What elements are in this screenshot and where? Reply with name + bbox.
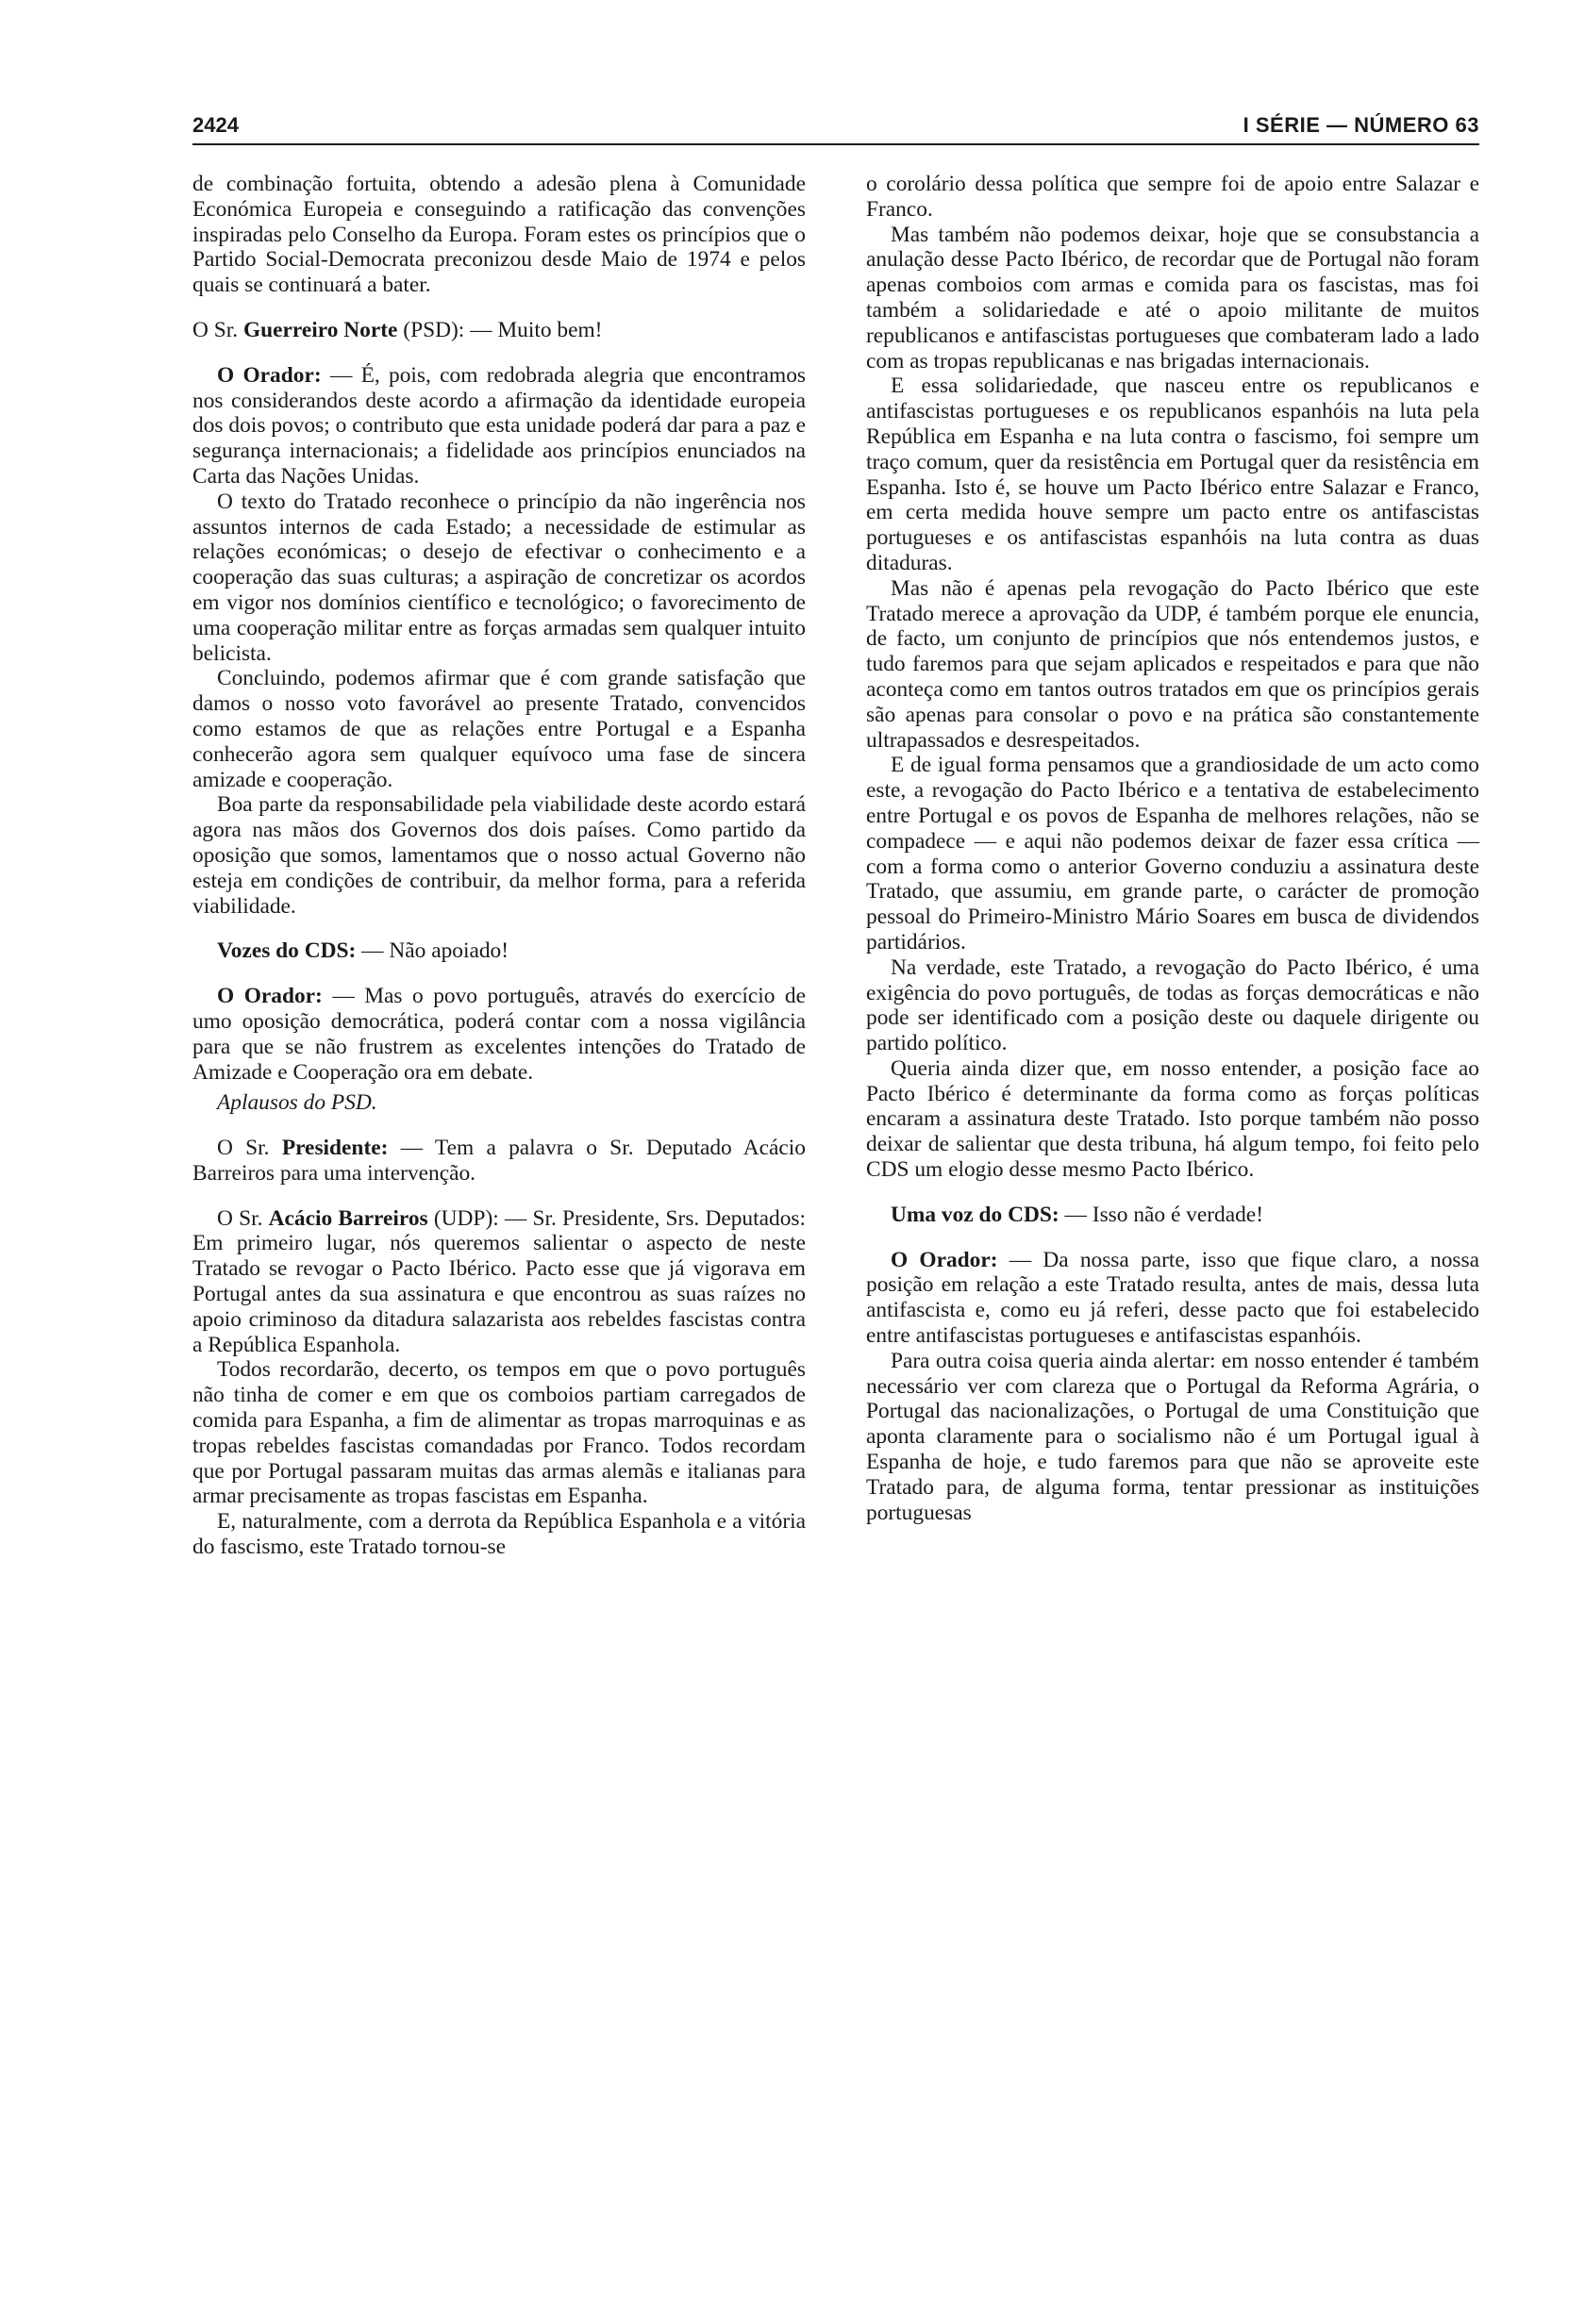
left-column <box>192 172 806 1560</box>
paragraph: Mas também não podemos deixar, hoje que se consubstancia a anulação desse Pacto Ibérico, de recordar que de Portugal não foram apenas comboios com armas e comida para os fascistas, mas foi também a solidariedade e até o apoio militante de muitos republicanos e antifascistas portugueses que combateram lado a lado com as tropas republicanas e nas brigadas internacionais. <box>866 222 1479 374</box>
paragraph: Queria ainda dizer que, em nosso entender, a posição face ao Pacto Ibérico é determinante da forma como as forças políticas encaram a assinatura deste Tratado. Isto porque também não posso deixar de salientar que desta tribuna, há algum tempo, foi feito pelo CDS um elogio desse mesmo Pacto Ibérico. <box>866 1055 1479 1183</box>
paragraph: Concluindo, podemos afirmar que é com grande satisfação que damos o nosso voto favorável ao presente Tratado, convencidos como estamos de que as relações entre Portugal e a Espanha conhecerão agora sem qualquer equívoco uma fase de sincera amizade e cooperação. <box>192 666 806 792</box>
paragraph: E de igual forma pensamos que a grandiosidade de um acto como este, a revogação do Pacto Ibérico e a tentativa de estabelecimento entre Portugal e os povos de Espanha de melhores relações, não se compadece — e aqui não podemos deixar de fazer essa crítica — com a forma como o anterior Governo conduziu a assinatura deste Tratado, que assumiu, em grande parte, o carácter de promoção pessoal do Primeiro-Ministro Mário Soares em busca de dividendos partidários. <box>866 753 1479 954</box>
speech-text: — Da nossa parte, isso que fique claro, a nossa posição em relação a este Tratado resulta, antes de mais, dessa luta antifascista e, como eu já referi, desse pacto que foi estabelecido entre antifascistas portugueses e antifascistas espanhóis. <box>866 1247 1479 1349</box>
paragraph: Boa parte da responsabilidade pela viabilidade deste acordo estará agora nas mãos dos Governos dos dois países. Como partido da oposição que somos, lamentamos que o nosso actual Governo não esteja em condições de contribuir, da melhor forma, para a referida viabilidade. <box>192 792 806 919</box>
speaker-name: Vozes do CDS: <box>217 938 357 964</box>
page-header <box>192 109 1479 145</box>
speech-orador <box>192 984 806 1085</box>
speaker-prefix: O Sr. <box>217 1136 270 1161</box>
applause-note: Aplausos do PSD. <box>217 1090 377 1116</box>
right-column <box>866 172 1479 1525</box>
speech-voz-cds <box>866 1203 1479 1228</box>
paragraph: O texto do Tratado reconhece o princípio da não ingerência nos assuntos internos de cada Estado; a necessidade de estimular as relações económicas; o desejo de efectivar o conhecimento e a cooperação das suas culturas; a aspiração de concretizar os acordos em vigor nos domínios científico e tecnológico; o favorecimento de uma cooperação militar entre as forças armadas sem qualquer intuito belicista. <box>192 489 806 666</box>
series-label: I SÉRIE — NÚMERO 63 <box>1243 113 1479 137</box>
paragraph: Na verdade, este Tratado, a revogação do Pacto Ibérico, é uma exigência do povo português, de todas as forças democráticas e não pode ser identificado com a posição deste ou daquele dirigente ou partido político. <box>866 954 1479 1056</box>
speech-text: — Isso não é verdade! <box>1064 1202 1263 1227</box>
speech-acacio-barreiros <box>192 1206 806 1358</box>
speech-vozes-cds <box>192 938 806 964</box>
speech-text: — É, pois, com redobrada alegria que encontramos nos considerandos deste acordo a afirmação da identidade europeia dos dois povos; o contributo que esta unidade poderá dar para a paz e segurança internacionais; a fidelidade aos princípios enunciados na Carta das Nações Unidas. <box>192 362 806 489</box>
paragraph: E essa solidariedade, que nasceu entre os republicanos e antifascistas portugueses e os republicanos espanhóis na luta pela República em Espanha e na luta contra o fascismo, foi sempre um traço comum, quer da resistência em Portugal quer da resistência em Espanha. Isto é, se houve um Pacto Ibérico entre Salazar e Franco, em certa medida houve sempre um pacto entre os antifascistas portugueses e os antifascistas espanhóis na luta contra as duas ditaduras. <box>866 374 1479 575</box>
speech-guerreiro-norte <box>192 318 806 343</box>
paragraph: E, naturalmente, com a derrota da República Espanhola e a vitória do fascismo, este Tratado tornou-se <box>192 1509 806 1560</box>
speaker-name: O Orador: <box>217 362 322 388</box>
paragraph: Todos recordarão, decerto, os tempos em que o povo português não tinha de comer e em que os comboios partiam carregados de comida para Espanha, a fim de alimentar as tropas marroquinas e as tropas rebeldes fascistas comandadas por Franco. Todos recordam que por Portugal passaram muitas das armas alemãs e italianas para armar precisamente as tropas fascistas em Espanha. <box>192 1357 806 1509</box>
speech-orador <box>866 1248 1479 1349</box>
speaker-name: Guerreiro Norte <box>242 317 398 342</box>
speaker-prefix: O Sr. <box>217 1205 263 1231</box>
speaker-name: O Orador: <box>891 1247 998 1272</box>
speech-orador <box>192 363 806 490</box>
speech-presidente <box>192 1136 806 1187</box>
speaker-name: Uma voz do CDS: <box>891 1202 1059 1227</box>
paragraph: Mas não é apenas pela revogação do Pacto Ibérico que este Tratado merece a aprovação da UDP, é também porque ele enuncia, de facto, um conjunto de princípios que nós entendemos justos, e tudo faremos para que sejam aplicados e respeitados e para que não aconteça como em tantos outros tratados em que os princípios gerais são apenas para consolar o povo e na prática são constantemente ultrapassados e desrespeitados. <box>866 575 1479 753</box>
paragraph: de combinação fortuita, obtendo a adesão plena à Comunidade Económica Europeia e conseguindo a ratificação das convenções inspiradas pelo Conselho da Europa. Foram estes os princípios que o Partido Social-Democrata preconizou desde Maio de 1974 e pelos quais se continuará a bater. <box>192 172 806 298</box>
speech-text: (UDP): — Sr. Presidente, Srs. Deputados: Em primeiro lugar, nós queremos salientar o aspecto de neste Tratado se revogar o Pacto Ibérico. Pacto esse que já vigorava em Portugal antes da sua assinatura e que encontrou as suas raízes no apoio criminoso da ditadura salazarista aos rebeldes fascistas contra a República Espanhola. <box>192 1205 806 1357</box>
speech-text: — Tem a palavra o Sr. Deputado Acácio Barreiros para uma intervenção. <box>192 1136 806 1186</box>
speaker-name: Presidente: <box>281 1136 389 1161</box>
speaker-name: O Orador: <box>217 984 323 1009</box>
page-number: 2424 <box>192 113 239 137</box>
paragraph: o corolário dessa política que sempre foi de apoio entre Salazar e Franco. <box>866 172 1479 222</box>
speech-text: — Mas o povo português, através do exercício de umo oposição democrática, poderá contar com a nossa vigilância para que se não frustrem as excelentes intenções do Tratado de Amizade e Cooperação ora em debate. <box>192 984 806 1085</box>
speech-text: — Não apoiado! <box>361 938 509 964</box>
speaker-prefix: O Sr. <box>192 317 239 342</box>
speech-text: (PSD): — Muito bem! <box>403 317 603 342</box>
speaker-name: Acácio Barreiros <box>268 1205 428 1231</box>
paragraph: Para outra coisa queria ainda alertar: em nosso entender é também necessário ver com clareza que o Portugal da Reforma Agrária, o Portugal das nacionalizações, o Portugal de uma Constituição que aponta claramente para o socialismo não é um Portugal igual à Espanha de hoje, e tudo faremos para que não se aproveite este Tratado para, de alguma forma, tentar pressionar as instituições portuguesas <box>866 1348 1479 1525</box>
